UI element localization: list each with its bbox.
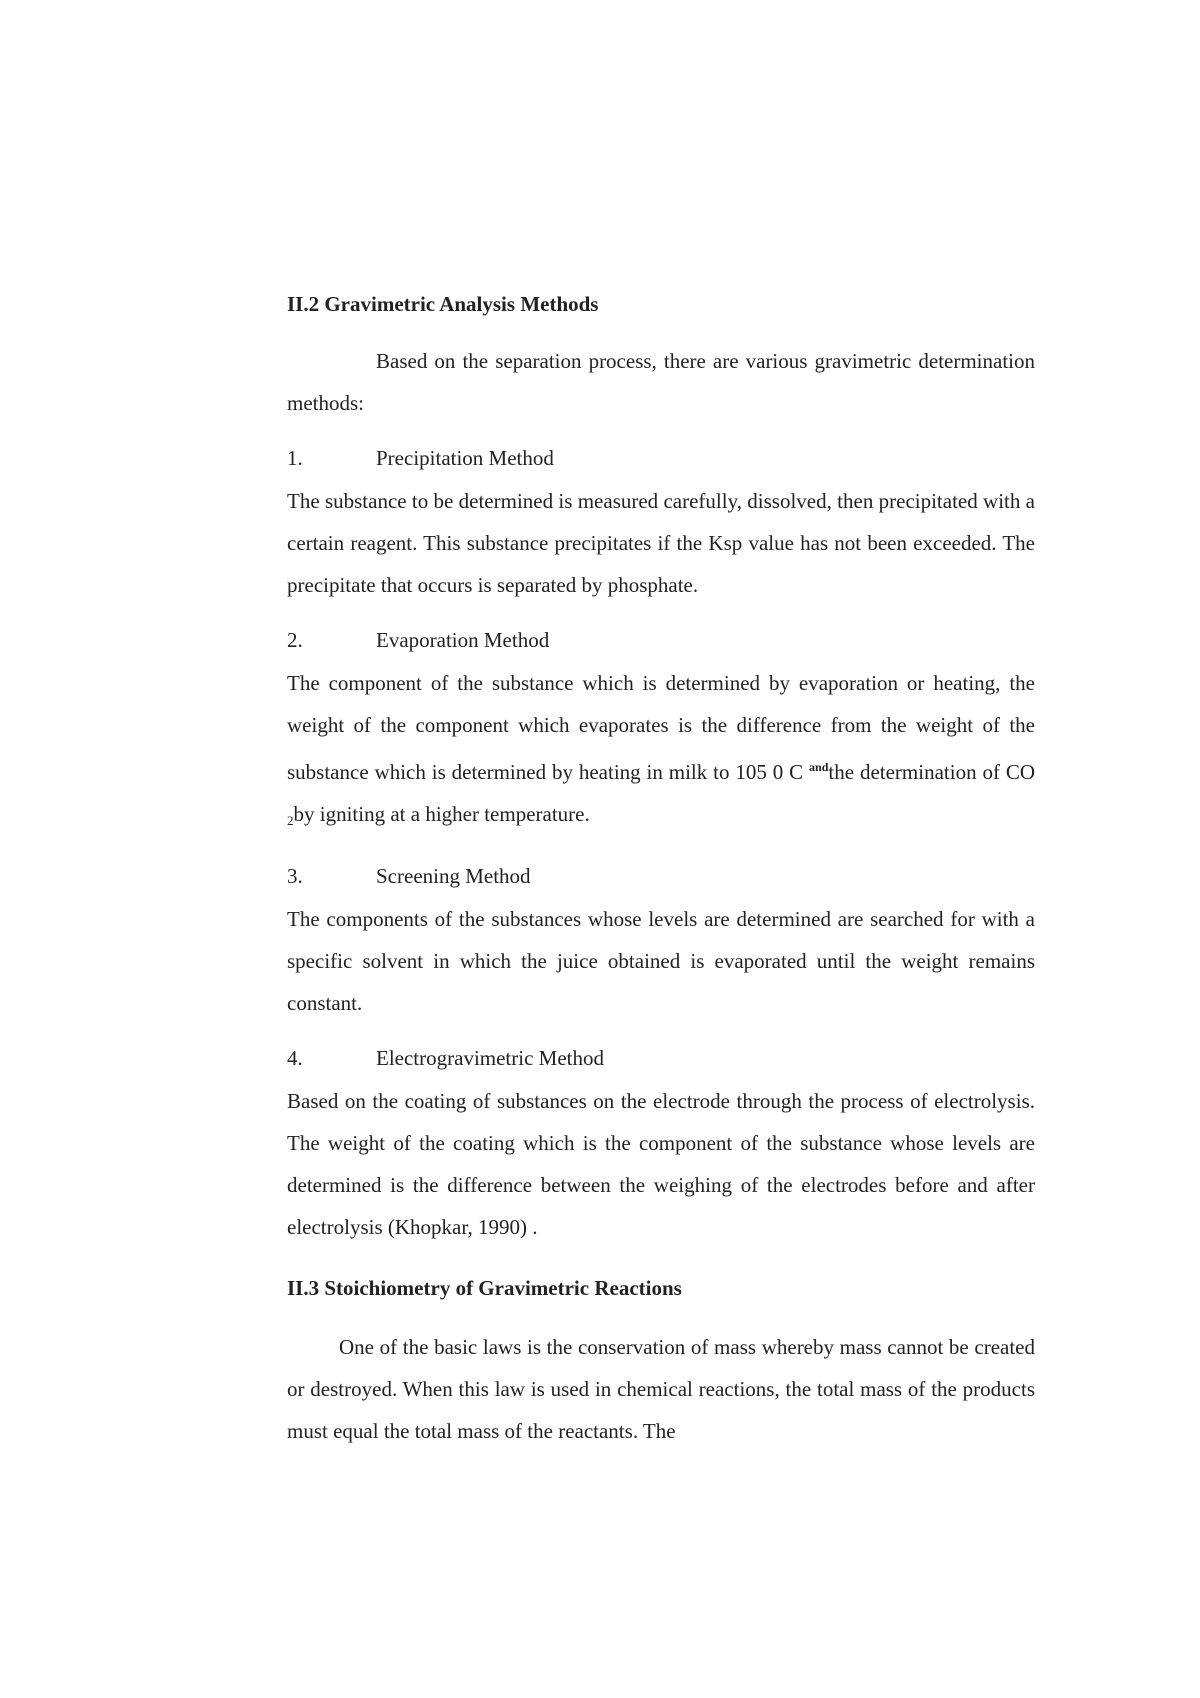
method-title: Screening Method [376,864,531,888]
method-number: 4. [287,1046,303,1070]
method-number: 1. [287,446,303,470]
method-body: The substance to be determined is measured carefully, dissolved, then precipitated with a certain reagent. This substance precipitates if the Ksp value has not been exceeded. The precipitate that occurs is separated by phosphate. [287,489,1035,597]
intro-paragraph: Based on the separation process, there are various gravimetric determination methods: [287,349,1035,415]
method-body-text-end: by igniting at a higher temperature. [293,802,590,826]
section-heading-stoichiometry: II.3 Stoichiometry of Gravimetric Reactions [287,1276,682,1300]
method-item-evaporation [287,626,1035,842]
method-item-precipitation [287,444,1035,606]
method-title-row [287,626,1035,654]
method-title-row [287,444,1035,472]
method-title: Evaporation Method [376,628,550,652]
method-body-text: The component of the substance which is determined by evaporation or heating, the weight of the component which evaporates is the difference from the weight of the substance which is determined by heating in milk to [287,671,1035,784]
temperature-text: 105 0 C [735,760,804,784]
method-title-row [287,862,1035,890]
method-body [287,662,1035,842]
method-body-text-continued: the determination of CO [828,760,1036,784]
method-title: Precipitation Method [376,446,554,470]
method-body: Based on the coating of substances on the electrode through the process of electrolysis. The weight of the coating which is the component of the substance whose levels are determined is the difference between the weighing of the electrodes before and after electrolysis (Khopkar, 1990) . [287,1089,1035,1239]
document-page [287,290,1035,1452]
subscript-text: 2 [287,813,294,828]
method-number: 2. [287,628,303,652]
method-item-electrogravimetric [287,1044,1035,1248]
stoichiometry-paragraph: One of the basic laws is the conservation of mass whereby mass cannot be created or destroyed. When this law is used in chemical reactions, the total mass of the products must equal the total mass of the reactants. The [287,1335,1035,1443]
method-number: 3. [287,864,303,888]
section-heading-gravimetric-methods: II.2 Gravimetric Analysis Methods [287,292,599,316]
method-title-row [287,1044,1035,1072]
method-body: The components of the substances whose levels are determined are searched for with a specific solvent in which the juice obtained is evaporated until the weight remains constant. [287,907,1035,1015]
method-item-screening [287,862,1035,1024]
method-title: Electrogravimetric Method [376,1046,604,1070]
superscript-text: and [809,760,829,774]
